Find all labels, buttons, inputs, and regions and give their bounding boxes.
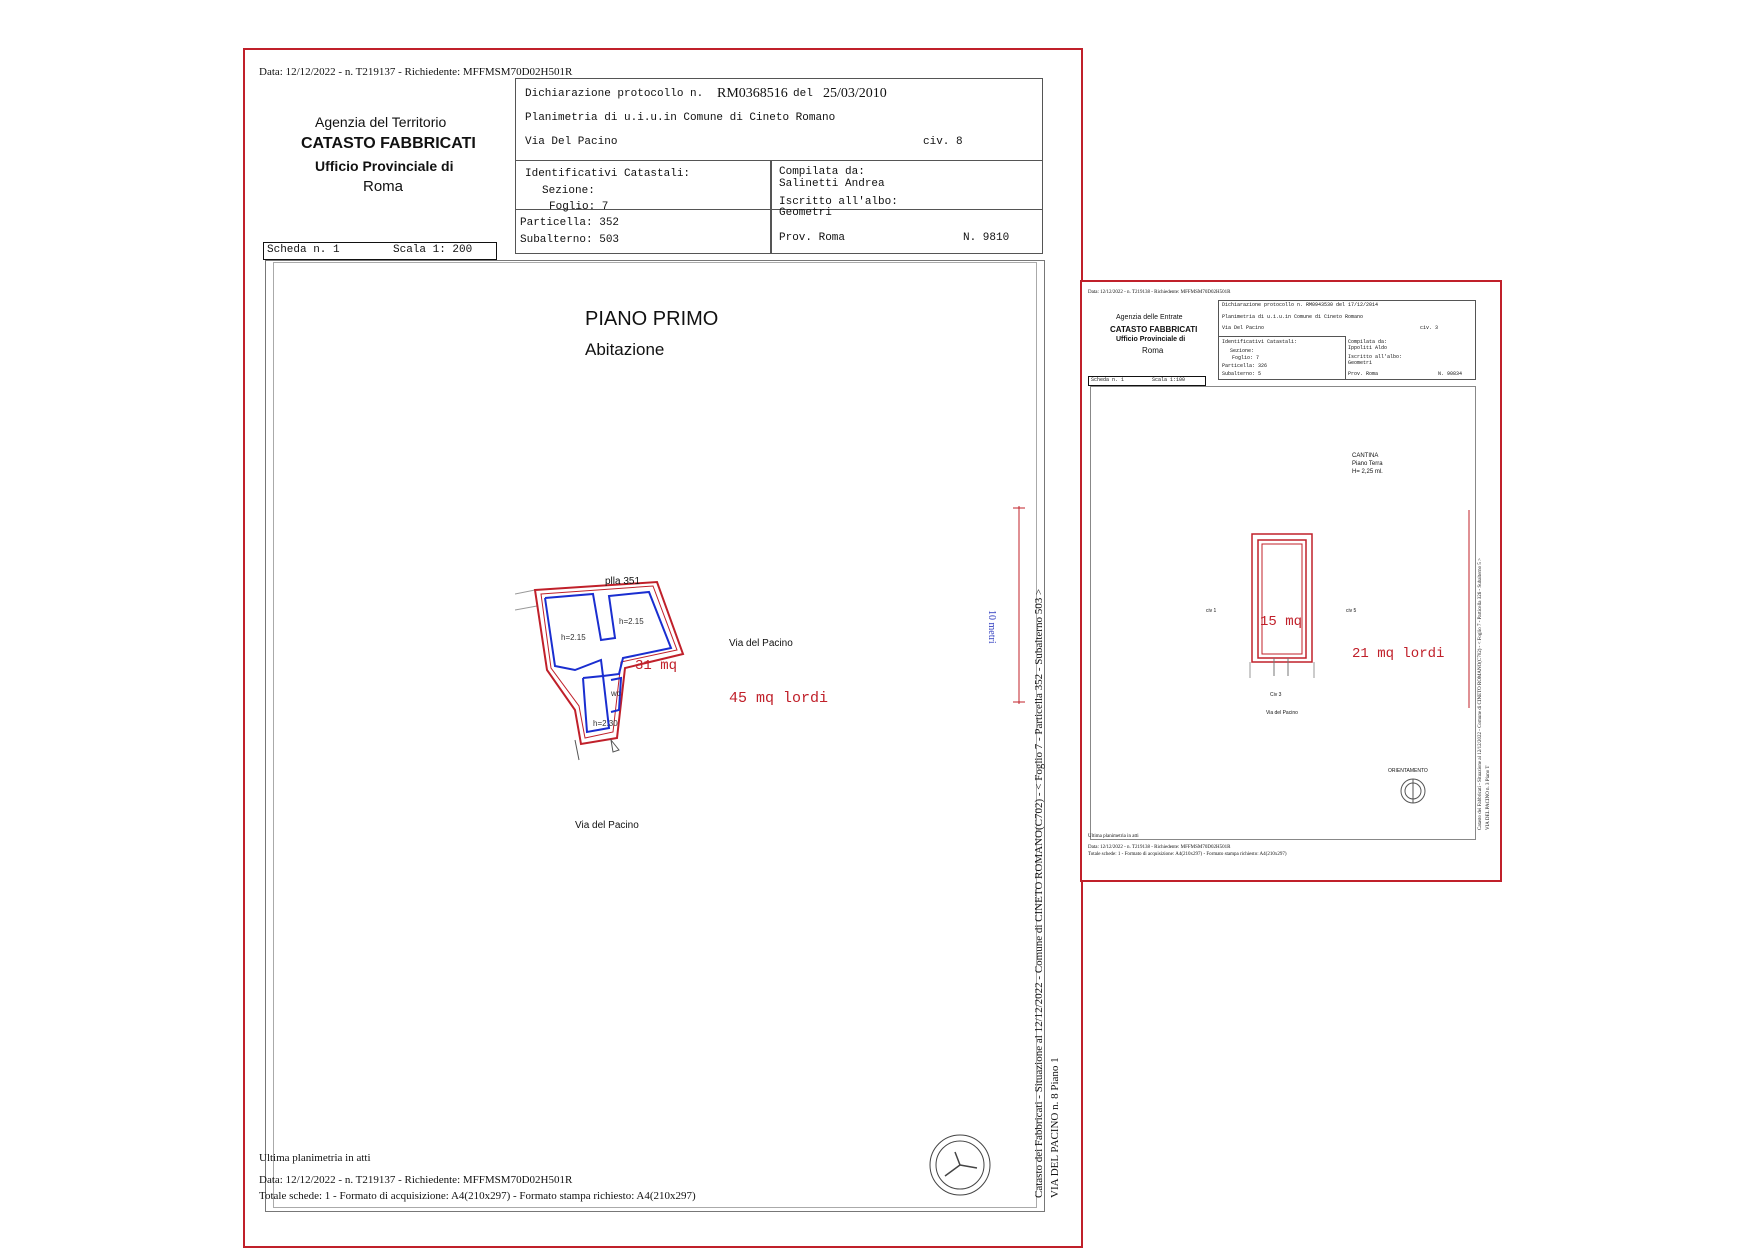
sheet2-side-line1: Catasto dei Fabbricati - Situazione al 12/12/2022 - Comune di CINETO ROMANO(C702) - < Foglio 7 - Particella 326 - Subalterno 5 >: [1478, 558, 1483, 830]
sheet1-prov: Prov. Roma: [779, 232, 846, 244]
sheet1-plan-h3: h=2.30: [593, 719, 618, 728]
sheet2-ident-title: Identificativi Catastali:: [1222, 339, 1298, 345]
sheet1-plan-wc: wc: [611, 689, 621, 698]
sheet1-foglio: Foglio: 7: [549, 201, 609, 213]
sheet1-gross-area: 45 mq lordi: [729, 690, 829, 707]
sheet1-agency-line3: Ufficio Provinciale di: [315, 158, 454, 174]
sheet2-albo: Geometri: [1348, 360, 1373, 366]
sheet2-prov: Prov. Roma: [1348, 371, 1379, 377]
sheet1-footer-line1: Data: 12/12/2022 - n. T219137 - Richiedente: MFFMSM70D02H501R: [259, 1174, 573, 1186]
sheet2-net-area: 15 mq: [1260, 614, 1303, 630]
sheet1-sezione: Sezione:: [542, 185, 595, 197]
sheet1-piano-title: PIANO PRIMO: [585, 308, 719, 330]
sheet1-num: N. 9810: [963, 232, 1010, 244]
sheet1-protocol-number: RM0368516: [717, 86, 788, 101]
sheet2-piano: Piano Terra: [1352, 461, 1383, 467]
sheet1-scale-bar: [1009, 506, 1029, 706]
sheet1-subalterno: Subalterno: 503: [520, 234, 620, 246]
sheet2-street: Via Del Pacino: [1222, 325, 1265, 331]
sheet1-plan-h2: h=2.15: [619, 617, 644, 626]
sheet1-street-right: Via del Pacino: [729, 638, 793, 649]
sheet2-subalterno: Subalterno: 5: [1222, 371, 1262, 377]
sheet2-height: H= 2,25 ml.: [1352, 469, 1383, 475]
sheet2-protocol: Dichiarazione protocollo n. RM0943530 del 17/12/2014: [1222, 302, 1379, 308]
sheet1-top-line: Data: 12/12/2022 - n. T219137 - Richiedente: MFFMSM70D02H501R: [259, 66, 573, 78]
sheet2-agency-line1: Agenzia delle Entrate: [1116, 314, 1183, 321]
sheet1-albo-label: Iscritto all'albo:: [779, 196, 898, 208]
sheet2-sezione: Sezione:: [1230, 348, 1255, 354]
sheet1-scheda: Scheda n. 1: [267, 244, 340, 256]
sheet2-compilata-label: Compilata da:: [1348, 339, 1388, 345]
sheet2-footer-line1: Data: 12/12/2022 - n. T219138 - Richiedente: MFFMSM70D02H501R: [1088, 845, 1231, 850]
sheet2-cantina: CANTINA: [1352, 453, 1379, 459]
sheet1-protocol-date: 25/03/2010: [823, 86, 887, 101]
sheet1-protocol-del: del: [793, 88, 813, 100]
sheet1-compilata-name: Salinetti Andrea: [779, 178, 885, 190]
sheet2-num: N. 90834: [1438, 371, 1463, 377]
sheet1-net-area: 31 mq: [635, 658, 678, 674]
sheet1-plla: plla 351: [605, 576, 641, 587]
sheet2-civ-bottom: Civ 3: [1270, 692, 1282, 698]
sheet2-street-bottom: Via del Pacino: [1266, 710, 1298, 716]
sheet2-side-line2: VIA DEL PACINO n. 3 Piano T: [1486, 765, 1491, 830]
sheet1-footer-line2: Totale schede: 1 - Formato di acquisizione: A4(210x297) - Formato stampa richiesto: A4(210x297): [259, 1190, 696, 1202]
sheet1-albo: Geometri: [779, 207, 832, 219]
sheet2-foglio: Foglio: 7: [1232, 355, 1260, 361]
sheet2-top-line: Data: 12/12/2022 - n. T219138 - Richiedente: MFFMSM70D02H501R: [1088, 290, 1231, 295]
sheet1-ident-title: Identificativi Catastali:: [525, 168, 691, 180]
sheet2-north-arrow-icon: [1398, 776, 1428, 806]
sheet2-orientamento: ORIENTAMENTO: [1388, 768, 1428, 774]
sheet1-north-arrow-icon: [925, 1130, 995, 1200]
sheet1-side-line1: Catasto dei Fabbricati - Situazione al 12/12/2022 - Comune di CINETO ROMANO(C702) - < Foglio 7 - Particella 352 - Subalterno 503 >: [1033, 588, 1045, 1198]
sheet2-albo-label: Iscritto all'albo:: [1348, 354, 1403, 360]
sheet2-footer-note: Ultima planimetria in atti: [1088, 834, 1139, 839]
sheet1-planimetria: Planimetria di u.i.u.in Comune di Cineto Romano: [525, 112, 836, 124]
sheet1-plan-h1: h=2.15: [561, 633, 586, 642]
sheet2-scheda: Scheda n. 1: [1091, 377, 1125, 383]
sheet2-civ-left: civ 1: [1206, 608, 1217, 614]
sheet2-agency-line3: Ufficio Provinciale di: [1116, 336, 1186, 343]
sheet1-street: Via Del Pacino: [525, 136, 618, 148]
sheet1-protocol-label: Dichiarazione protocollo n.: [525, 88, 704, 100]
sheet2-gross-area: 21 mq lordi: [1352, 646, 1445, 662]
sheet1-particella: Particella: 352: [520, 217, 620, 229]
sheet1-compilata-label: Compilata da:: [779, 166, 865, 178]
sheet1-agency-line1: Agenzia del Territorio: [315, 114, 447, 130]
planimetria-sheet-2: [1080, 280, 1502, 882]
sheet2-planimetria: Planimetria di u.i.u.in Comune di Cineto Romano: [1222, 314, 1364, 320]
sheet1-floor-plan: [515, 570, 745, 820]
sheet2-civ-right: civ 5: [1346, 608, 1357, 614]
sheet2-agency-line2: CATASTO FABBRICATI: [1110, 325, 1198, 334]
sheet2-floor-plan: [1248, 530, 1318, 680]
sheet2-civ: civ. 3: [1420, 325, 1439, 331]
sheet2-particella: Particella: 326: [1222, 363, 1268, 369]
sheet2-agency-line4: Roma: [1142, 346, 1164, 355]
sheet2-scala: Scala 1:100: [1152, 377, 1186, 383]
planimetria-sheet-1: [243, 48, 1083, 1248]
sheet1-agency-line4: Roma: [363, 178, 404, 195]
sheet1-uso: Abitazione: [585, 340, 665, 359]
sheet1-scala: Scala 1: 200: [393, 244, 473, 256]
sheet1-side-line2: VIA DEL PACINO n. 8 Piano 1: [1049, 1057, 1061, 1198]
sheet1-street-bottom: Via del Pacino: [575, 820, 639, 831]
sheet2-scale-bar: [1464, 510, 1474, 710]
sheet1-footer-note: Ultima planimetria in atti: [259, 1152, 371, 1164]
sheet2-footer-line2: Totale schede: 1 - Formato di acquisizione: A4(210x297) - Formato stampa richiesto: A4(210x297): [1088, 852, 1287, 857]
sheet1-scale-label: 10 metri: [986, 610, 997, 644]
sheet1-civ: civ. 8: [923, 136, 963, 148]
sheet1-agency-line2: CATASTO FABBRICATI: [301, 135, 476, 152]
sheet2-compilata-name: Ippoliti Aldo: [1348, 345, 1388, 351]
